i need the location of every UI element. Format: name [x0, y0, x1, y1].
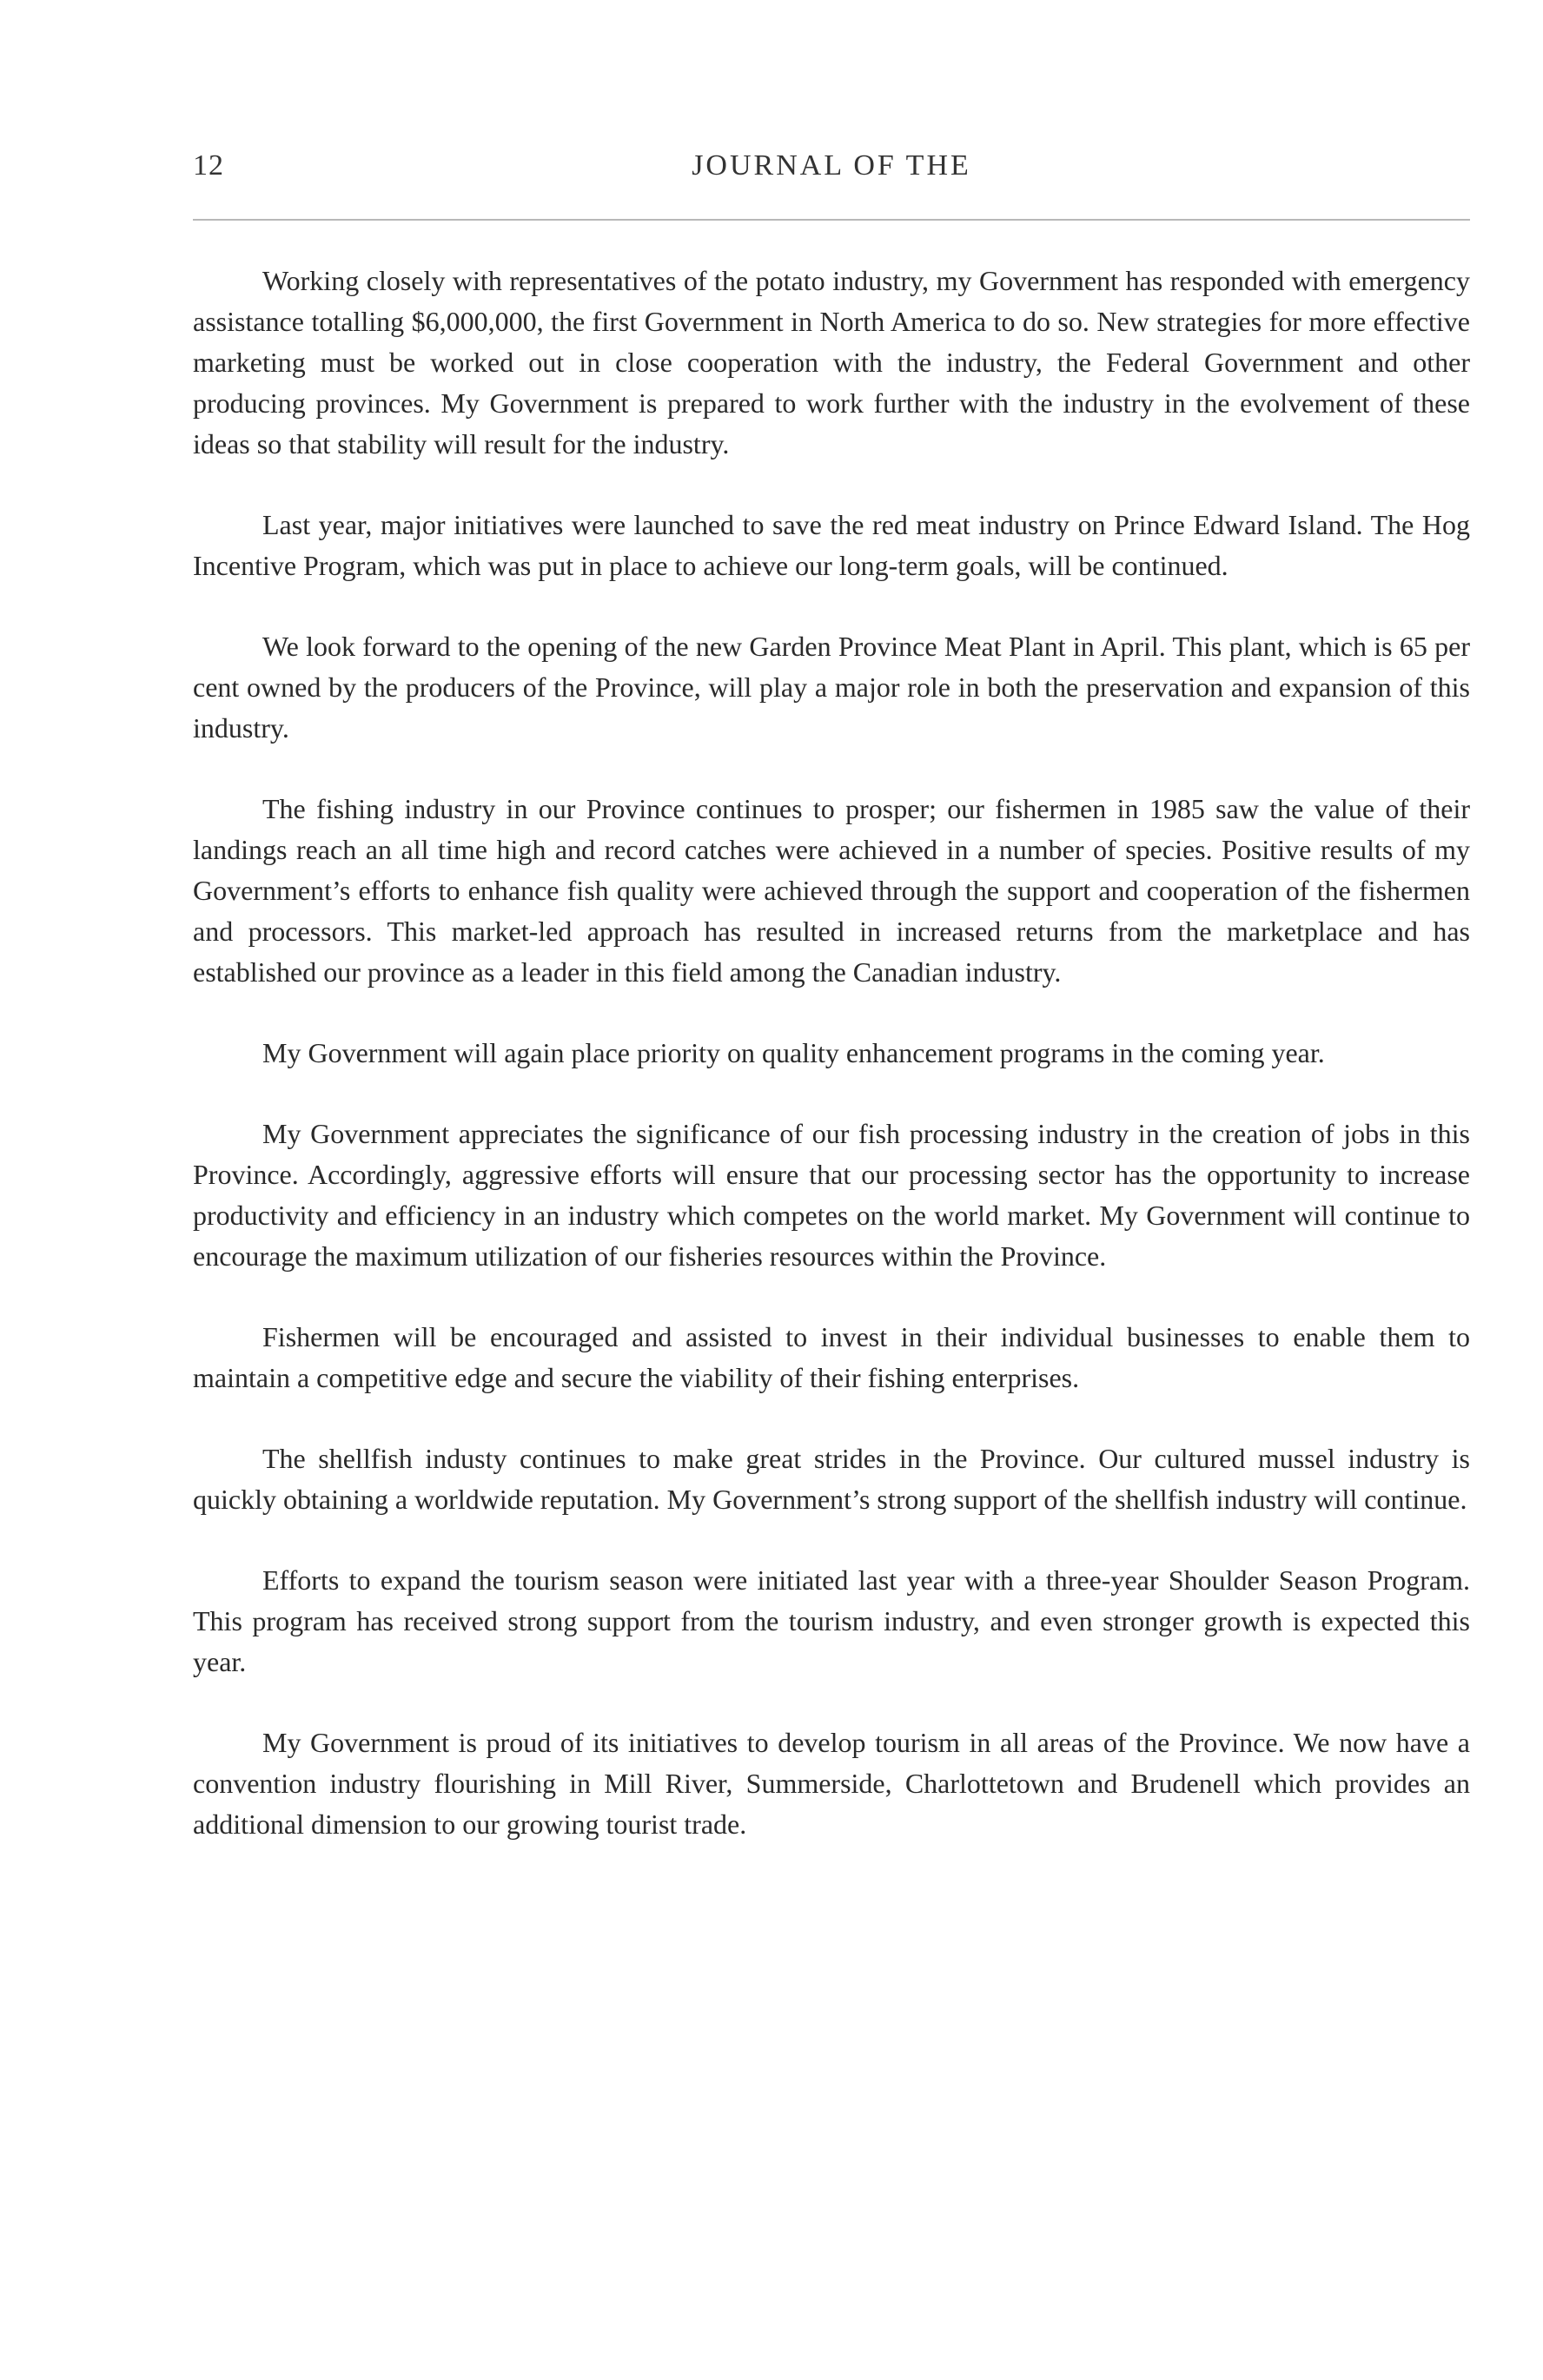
- paragraph-meat-plant: We look forward to the opening of the new Garden Province Meat Plant in April. This plant, which is 65 per cent owned by the producers of the Province, will play a major role in both the preservation and expansion of this industry.: [193, 631, 1470, 744]
- paragraph-fishing-industry: The fishing industry in our Province continues to prosper; our fishermen in 1985 saw the value of their landings reach an all time high and record catches were achieved in a number of species. Positive results of my Government’s efforts to enhance fish quality were achieved through the support and cooperation of the fishermen and processors. This market-led approach has resulted in increased returns from the marketplace and has established our province as a leader in this field among the Canadian industry.: [193, 793, 1470, 988]
- paragraph-tourism-initiatives: My Government is proud of its initiatives to develop tourism in all areas of the Province. We now have a convention industry flourishing in Mill River, Summerside, Charlottetown and Brudenell which provides an additional dimension to our growing tourist trade.: [193, 1727, 1470, 1840]
- running-head: [193, 149, 1470, 193]
- paragraph-fish-processing: My Government appreciates the significance of our fish processing industry in the creation of jobs in this Province. Accordingly, aggressive efforts will ensure that our processing sector has the opportunity to increase productivity and efficiency in an industry which competes on the world market. My Government will continue to encourage the maximum utilization of our fisheries resources within the Province.: [193, 1118, 1470, 1272]
- paragraph-potato-industry: Working closely with representatives of the potato industry, my Government has responded with emergency assistance totalling $6,000,000, the first Government in North America to do so. New strategies for more effective marketing must be worked out in close cooperation with the industry, the Federal Government and other producing provinces. My Government is prepared to work further with the industry in the evolvement of these ideas so that stability will result for the industry.: [193, 265, 1470, 459]
- journal-title: JOURNAL OF THE: [692, 149, 971, 182]
- paragraph-quality-enhancement: My Government will again place priority on quality enhancement programs in the coming year.: [262, 1037, 1325, 1068]
- page-number: 12: [193, 149, 224, 182]
- paragraph-shellfish-industry: The shellfish industy continues to make great strides in the Province. Our cultured mussel industry is quickly obtaining a worldwide reputation. My Government’s strong support of the shellfish industry will continue.: [193, 1443, 1470, 1515]
- paragraph-tourism-season: Efforts to expand the tourism season were initiated last year with a three-year Shoulder Season Program. This program has received strong support from the tourism industry, and even stronger growth is expected this year.: [193, 1564, 1470, 1677]
- paragraph-fishermen-investment: Fishermen will be encouraged and assisted to invest in their individual businesses to enable them to maintain a competitive edge and secure the viability of their fishing enterprises.: [193, 1321, 1470, 1393]
- body-text: [193, 261, 1470, 1885]
- paragraph-red-meat-industry: Last year, major initiatives were launched to save the red meat industry on Prince Edward Island. The Hog Incentive Program, which was put in place to achieve our long-term goals, will be continued.: [193, 509, 1470, 581]
- header-divider: [193, 219, 1470, 221]
